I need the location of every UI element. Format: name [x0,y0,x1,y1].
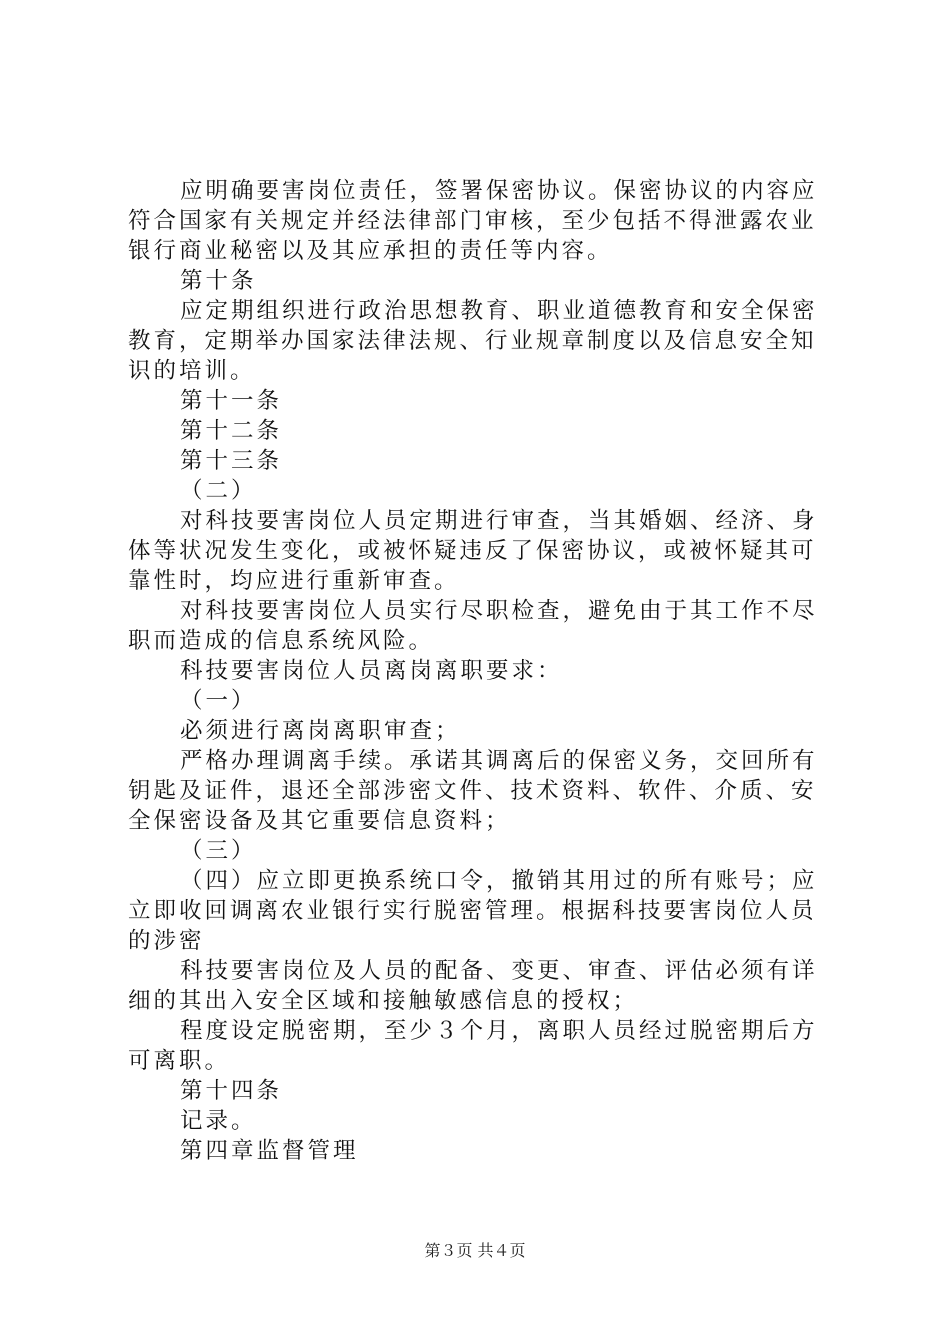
text-line: （一） [180,688,257,714]
text-line: 对科技要害岗位人员定期进行审查，当其婚姻、经济、身 [180,508,818,534]
text-line: 可离职。 [128,1048,231,1074]
text-line: 体等状况发生变化，或被怀疑违反了保密协议，或被怀疑其可 [128,538,817,564]
text-line: 科技要害岗位人员离岗离职要求： [180,658,563,684]
text-line: 职而造成的信息系统风险。 [128,628,435,654]
text-line: 识的培训。 [128,358,256,384]
text-line: 第十二条 [180,418,283,444]
text-line: 的涉密 [128,928,205,954]
text-line: （二） [180,478,257,504]
text-line: 第十条 [180,268,257,294]
text-line: 钥匙及证件，退还全部涉密文件、技术资料、软件、介质、安 [128,778,817,804]
text-line: 程度设定脱密期，至少３个月，离职人员经过脱密期后方 [180,1018,818,1044]
text-line: 第十一条 [180,388,283,414]
text-line: 对科技要害岗位人员实行尽职检查，避免由于其工作不尽 [180,598,818,624]
text-line: 银行商业秘密以及其应承担的责任等内容。 [128,238,613,264]
text-line: 科技要害岗位及人员的配备、变更、审查、评估必须有详 [180,958,818,984]
text-line: 第十四条 [180,1078,283,1104]
text-line: 全保密设备及其它重要信息资料； [128,808,511,834]
page-footer: 第３页 共４页 [424,1241,526,1260]
text-line: 必须进行离岗离职审查； [180,718,461,744]
text-line: 第十三条 [180,448,283,474]
text-line: （三） [180,838,257,864]
text-line: 符合国家有关规定并经法律部门审核，至少包括不得泄露农业 [128,208,817,234]
text-line: 记录。 [180,1108,257,1134]
text-line: 应明确要害岗位责任，签署保密协议。保密协议的内容应 [180,178,818,204]
text-line: 应定期组织进行政治思想教育、职业道德教育和安全保密 [180,298,818,324]
text-line: 严格办理调离手续。承诺其调离后的保密义务，交回所有 [180,748,818,774]
document-body [128,176,838,1166]
text-line: （四）应立即更换系统口令，撤销其用过的所有账号；应 [180,868,818,894]
text-line: 细的其出入安全区域和接触敏感信息的授权； [128,988,639,1014]
text-line: 教育，定期举办国家法律法规、行业规章制度以及信息安全知 [128,328,817,354]
text-line: 立即收回调离农业银行实行脱密管理。根据科技要害岗位人员 [128,898,817,924]
text-line: 第四章监督管理 [180,1138,359,1164]
text-line: 靠性时，均应进行重新审查。 [128,568,460,594]
